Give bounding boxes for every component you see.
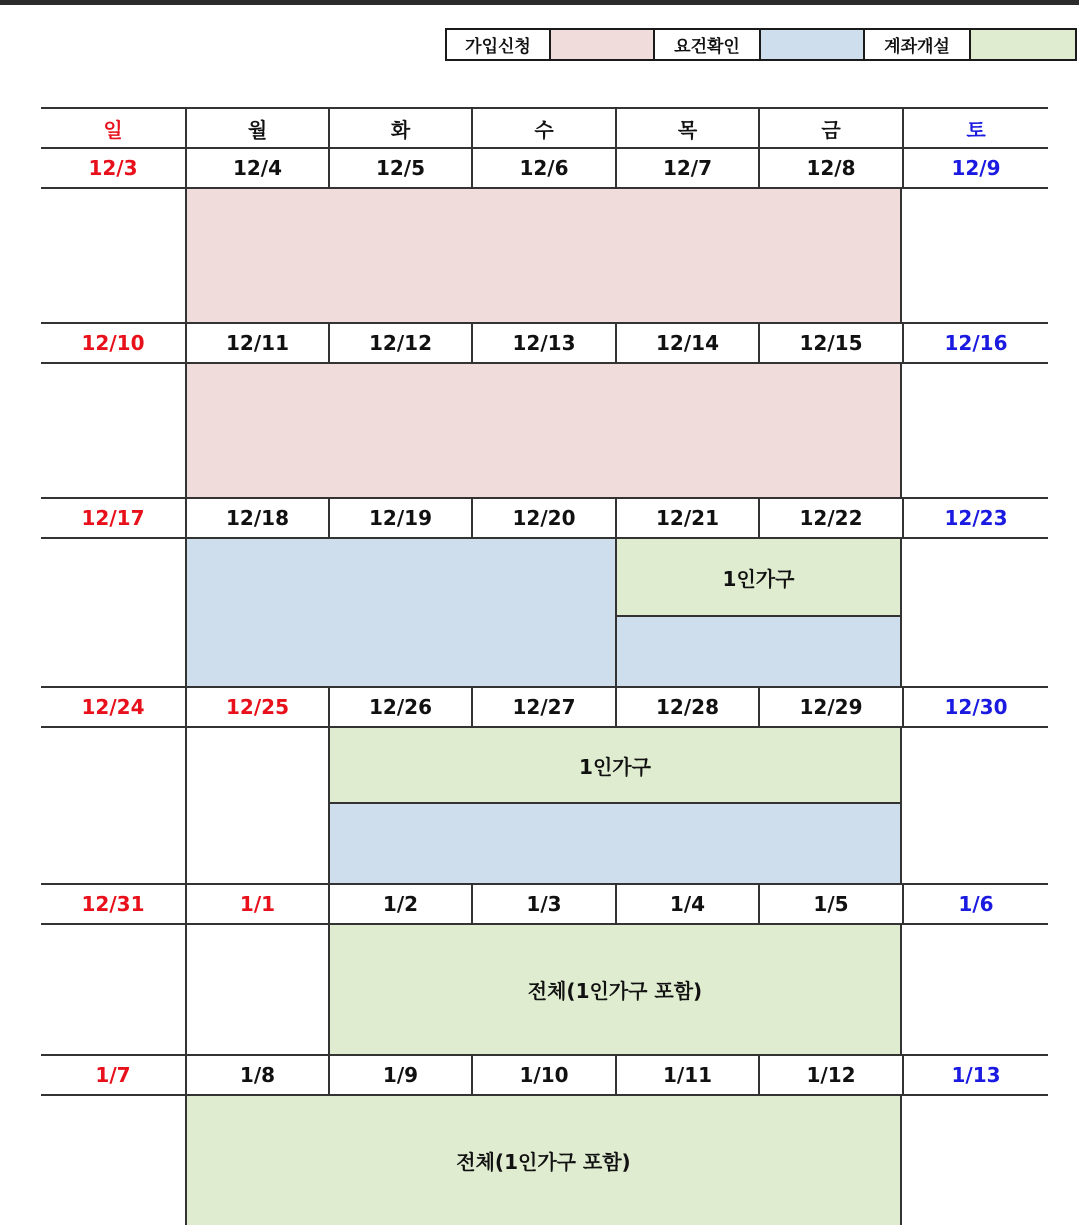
empty-cell: [902, 362, 1048, 497]
date-cell: 1/11: [615, 1054, 758, 1094]
date-cell: 12/19: [328, 497, 471, 537]
date-cell: 1/3: [471, 883, 615, 923]
eligibility-period-bar: [330, 802, 900, 883]
legend-label-eligibility: 요건확인: [655, 30, 761, 59]
apply-period-bar: [185, 187, 902, 322]
date-cell: 12/14: [615, 322, 758, 362]
date-cell: 1/4: [615, 883, 758, 923]
all-account-open-bar: 전체(1인가구 포함): [328, 923, 902, 1054]
date-cell: 12/21: [615, 497, 758, 537]
weekday-thu: 목: [615, 107, 758, 147]
empty-cell: [41, 187, 185, 322]
empty-cell: [41, 537, 185, 686]
legend: [445, 28, 1077, 61]
legend-swatch-apply: [551, 30, 655, 59]
date-cell: 12/17: [41, 497, 185, 537]
date-cell: 12/31: [41, 883, 185, 923]
legend-label-account-open: 계좌개설: [865, 30, 971, 59]
eligibility-period-bar: [185, 537, 615, 686]
empty-cell: [185, 923, 328, 1054]
empty-cell: [902, 187, 1048, 322]
date-cell: 1/6: [902, 883, 1048, 923]
legend-swatch-account-open: [971, 30, 1075, 59]
all-account-open-bar: 전체(1인가구 포함): [185, 1094, 902, 1225]
date-cell: 1/8: [185, 1054, 328, 1094]
empty-cell: [41, 726, 185, 883]
date-cell: 12/7: [615, 147, 758, 187]
date-cell: 12/6: [471, 147, 615, 187]
date-cell: 1/13: [902, 1054, 1048, 1094]
legend-swatch-eligibility: [761, 30, 865, 59]
date-cell: 12/29: [758, 686, 902, 726]
date-cell: 12/23: [902, 497, 1048, 537]
week4-split-cell: [328, 726, 902, 883]
empty-cell: [902, 1094, 1048, 1225]
date-cell: 12/13: [471, 322, 615, 362]
date-cell: 1/5: [758, 883, 902, 923]
calendar-table: [41, 107, 1048, 1225]
single-household-account-bar: 1인가구: [617, 539, 900, 615]
weekday-sat: 토: [902, 107, 1048, 147]
weekday-wed: 수: [471, 107, 615, 147]
date-cell: 12/15: [758, 322, 902, 362]
date-cell: 12/4: [185, 147, 328, 187]
top-border-bar: [0, 0, 1079, 5]
date-cell: 12/12: [328, 322, 471, 362]
date-cell: 12/22: [758, 497, 902, 537]
date-cell: 12/3: [41, 147, 185, 187]
date-cell: 12/11: [185, 322, 328, 362]
date-cell: 1/7: [41, 1054, 185, 1094]
apply-period-bar: [185, 362, 902, 497]
date-cell: 12/28: [615, 686, 758, 726]
weekday-mon: 월: [185, 107, 328, 147]
date-cell-holiday: 12/25: [185, 686, 328, 726]
weekday-fri: 금: [758, 107, 902, 147]
date-cell: 12/26: [328, 686, 471, 726]
date-cell: 1/10: [471, 1054, 615, 1094]
date-cell: 1/9: [328, 1054, 471, 1094]
date-cell: 12/18: [185, 497, 328, 537]
empty-cell: [185, 726, 328, 883]
date-cell-holiday: 1/1: [185, 883, 328, 923]
empty-cell: [902, 537, 1048, 686]
date-cell: 12/10: [41, 322, 185, 362]
empty-cell: [902, 923, 1048, 1054]
date-cell: 12/5: [328, 147, 471, 187]
date-cell: 12/30: [902, 686, 1048, 726]
weekday-sun: 일: [41, 107, 185, 147]
empty-cell: [902, 726, 1048, 883]
date-cell: 12/20: [471, 497, 615, 537]
date-cell: 1/12: [758, 1054, 902, 1094]
empty-cell: [41, 362, 185, 497]
legend-label-apply: 가입신청: [447, 30, 551, 59]
single-household-account-bar: 1인가구: [330, 728, 900, 802]
eligibility-period-bar: [617, 615, 900, 686]
empty-cell: [41, 923, 185, 1054]
date-cell: 12/9: [902, 147, 1048, 187]
date-cell: 12/24: [41, 686, 185, 726]
week3-split-cell: [615, 537, 902, 686]
weekday-tue: 화: [328, 107, 471, 147]
empty-cell: [41, 1094, 185, 1225]
date-cell: 12/16: [902, 322, 1048, 362]
date-cell: 12/27: [471, 686, 615, 726]
date-cell: 1/2: [328, 883, 471, 923]
date-cell: 12/8: [758, 147, 902, 187]
